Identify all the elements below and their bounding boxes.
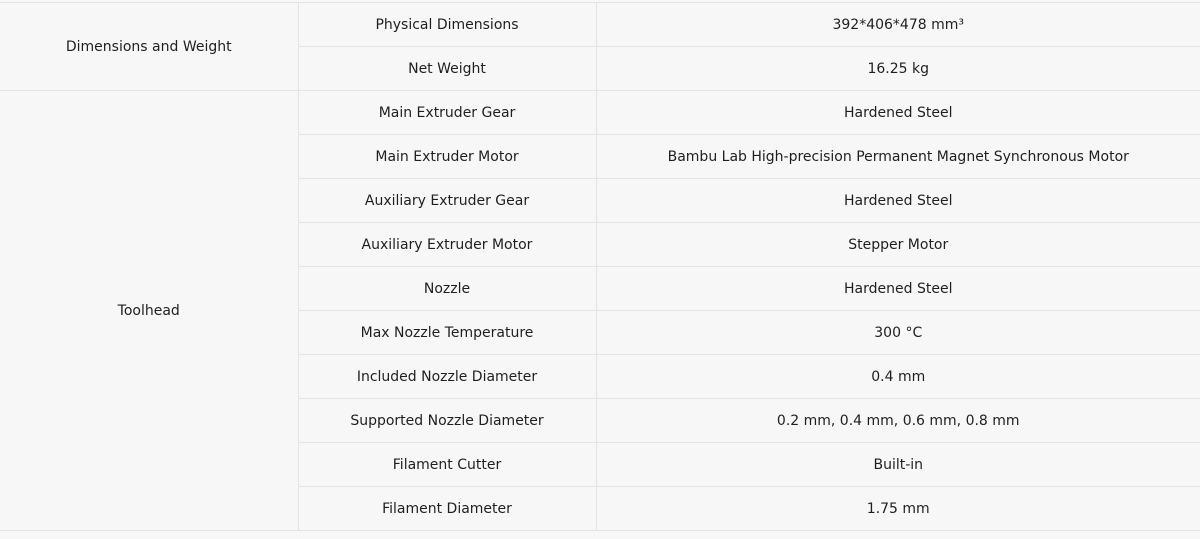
spec-label: Included Nozzle Diameter [298,355,596,399]
table-row [0,3,1200,47]
spec-value: 0.2 mm, 0.4 mm, 0.6 mm, 0.8 mm [596,399,1200,443]
spec-value: Hardened Steel [596,91,1200,135]
spec-label: Main Extruder Motor [298,135,596,179]
spec-label: Max Nozzle Temperature [298,311,596,355]
spec-value: Hardened Steel [596,179,1200,223]
table-row [0,91,1200,135]
spec-label: Nozzle [298,267,596,311]
spec-label: Net Weight [298,47,596,91]
spec-table [0,2,1200,531]
spec-value: 300 °C [596,311,1200,355]
spec-value: 392*406*478 mm³ [596,3,1200,47]
spec-value: 16.25 kg [596,47,1200,91]
spec-value: Built-in [596,443,1200,487]
spec-value: Bambu Lab High-precision Permanent Magnet Synchronous Motor [596,135,1200,179]
spec-value: 0.4 mm [596,355,1200,399]
spec-label: Supported Nozzle Diameter [298,399,596,443]
spec-label: Auxiliary Extruder Gear [298,179,596,223]
group-label-dimensions-and-weight: Dimensions and Weight [0,3,298,91]
spec-label: Physical Dimensions [298,3,596,47]
spec-label: Auxiliary Extruder Motor [298,223,596,267]
spec-value: Stepper Motor [596,223,1200,267]
spec-label: Main Extruder Gear [298,91,596,135]
spec-label: Filament Diameter [298,487,596,531]
spec-value: 1.75 mm [596,487,1200,531]
group-label-toolhead: Toolhead [0,91,298,531]
spec-value: Hardened Steel [596,267,1200,311]
spec-label: Filament Cutter [298,443,596,487]
